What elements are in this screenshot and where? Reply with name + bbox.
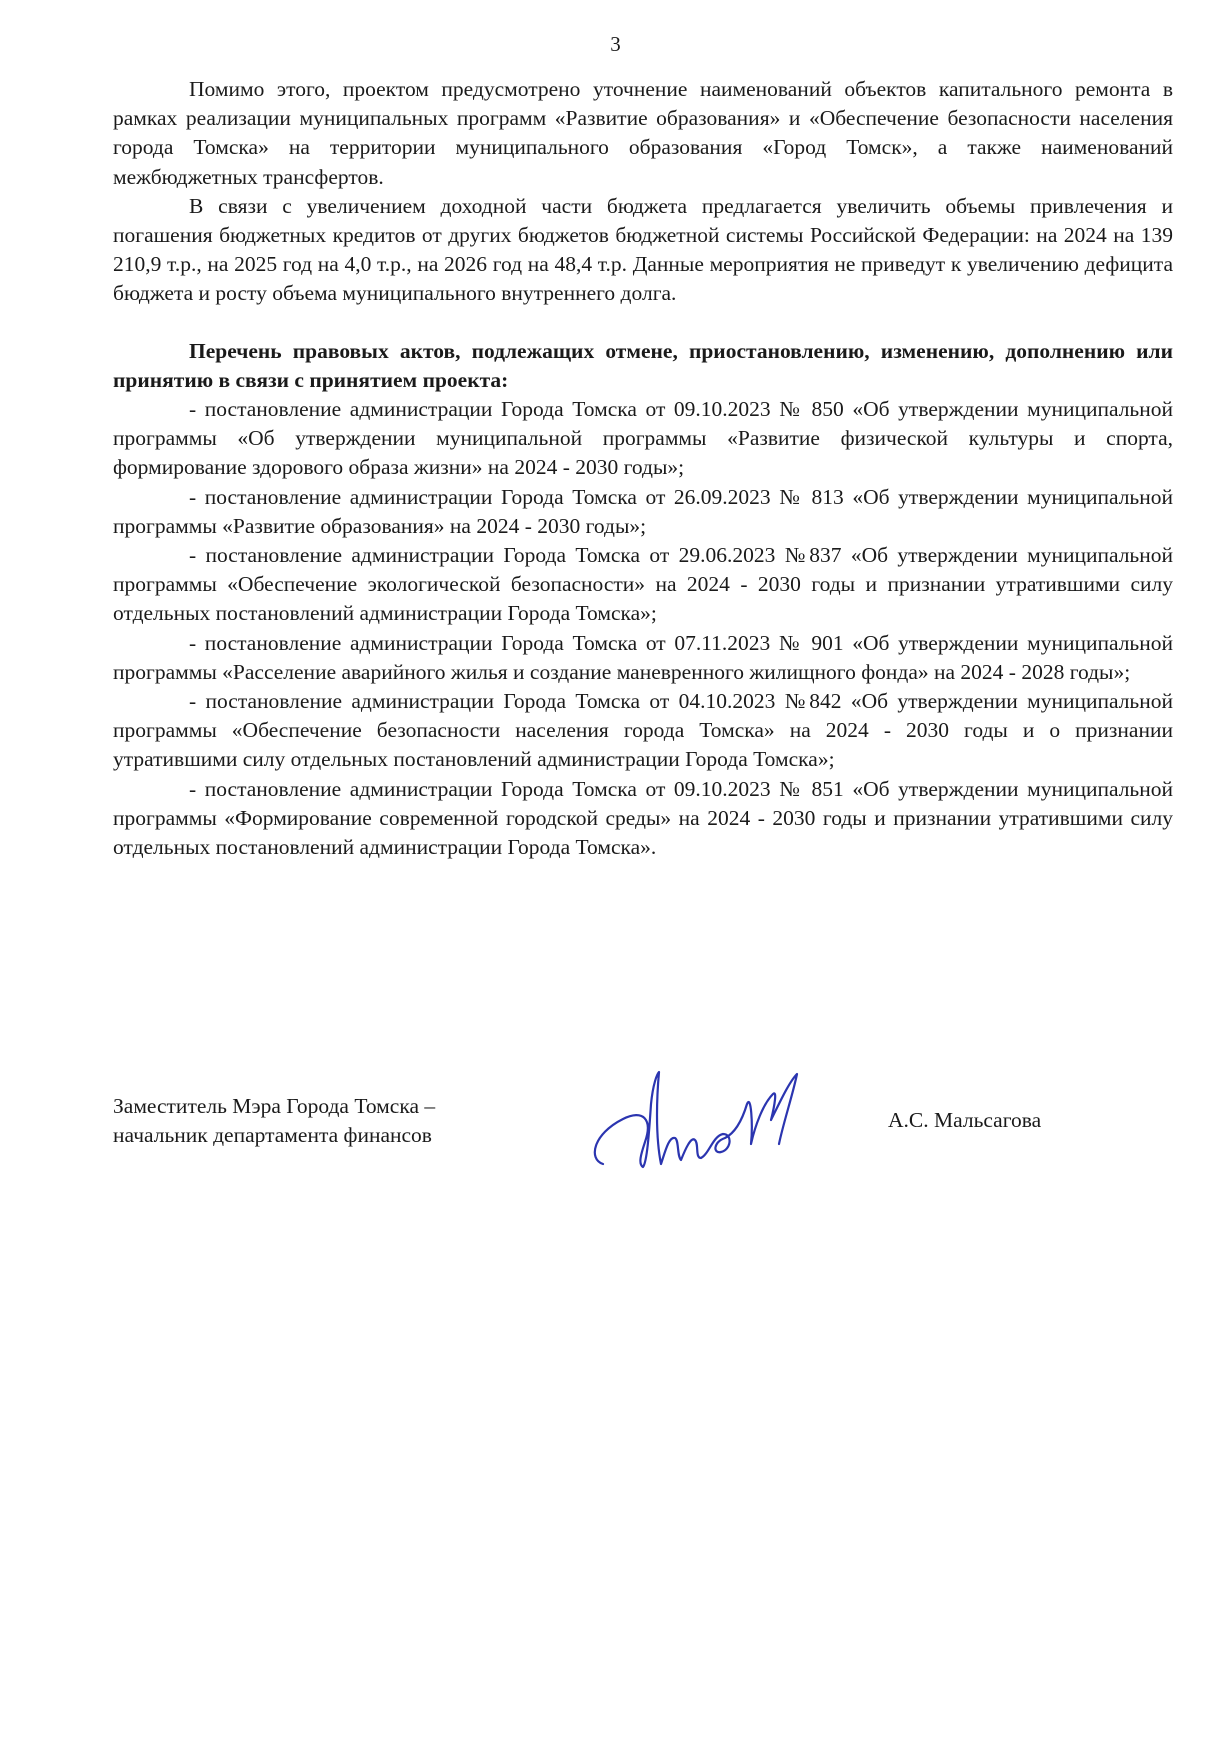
- legal-act-item: - постановление администрации Города Томска от 04.10.2023 №842 «Об утверждении муниципальной программы «Обеспечение безопасности населения города Томска» на 2024 - 2030 годы и о признании утратившими силу отдельных постановлений администрации Города Томска»;: [113, 689, 1173, 772]
- signatory-title: [113, 1092, 435, 1150]
- paragraph-budget-credits: В связи с увеличением доходной части бюджета предлагается увеличить объемы привлечения и погашения бюджетных кредитов от других бюджетов бюджетной системы Российской Федерации: на 2024 на 139 210,9 т.р., на 2025 год на 4,0 т.р., на 2026 год на 48,4 т.р. Данные мероприятия не приведут к увеличению дефицита бюджета и росту объема муниципального внутреннего долга.: [113, 193, 1173, 306]
- paragraph-capital-repair: Помимо этого, проектом предусмотрено уточнение наименований объектов капитального ремонта в рамках реализации муниципальных программ «Развитие образования» и «Обеспечение безопасности населения города Томска» на территории муниципального образования «Город Томск», а также наименований межбюджетных трансфертов.: [113, 77, 1173, 189]
- legal-act-item: - постановление администрации Города Томска от 09.10.2023 № 851 «Об утверждении муниципальной программы «Формирование современной городской среды» на 2024 - 2030 годы и признании утратившими силу отдельных постановлений администрации Города Томска».: [113, 776, 1173, 860]
- signatory-name: А.С. Мальсагова: [888, 1108, 1042, 1132]
- legal-act-item: - постановление администрации Города Томска от 26.09.2023 № 813 «Об утверждении муниципальной программы «Развитие образования» на 2024 - 2030 годы»;: [113, 484, 1173, 538]
- legal-acts-heading: Перечень правовых актов, подлежащих отмене, приостановлению, изменению, дополнению или принятию в связи с принятием проекта:: [113, 338, 1173, 392]
- signatory-title-line1: Заместитель Мэра Города Томска –: [113, 1094, 436, 1118]
- handwritten-signature-icon: [583, 1064, 843, 1184]
- spacer: [113, 309, 1173, 337]
- legal-act-item: - постановление администрации Города Томска от 29.06.2023 №837 «Об утверждении муниципальной программы «Обеспечение экологической безопасности» на 2024 - 2030 годы и признании утратившими силу отдельных постановлений администрации Города Томска»;: [113, 543, 1173, 626]
- document-body: [113, 75, 1173, 862]
- page-number: 3: [610, 32, 621, 56]
- legal-act-item: - постановление администрации Города Томска от 09.10.2023 № 850 «Об утверждении муниципальной программы «Об утверждении муниципальной программы «Развитие физической культуры и спорта, формирование здорового образа жизни» на 2024 - 2030 годы»;: [113, 397, 1173, 480]
- signature-block: [113, 1080, 1173, 1190]
- legal-act-item: - постановление администрации Города Томска от 07.11.2023 № 901 «Об утверждении муниципальной программы «Расселение аварийного жилья и создание маневренного жилищного фонда» на 2024 - 2028 годы»;: [113, 630, 1173, 684]
- signatory-title-line2: начальник департамента финансов: [113, 1123, 432, 1147]
